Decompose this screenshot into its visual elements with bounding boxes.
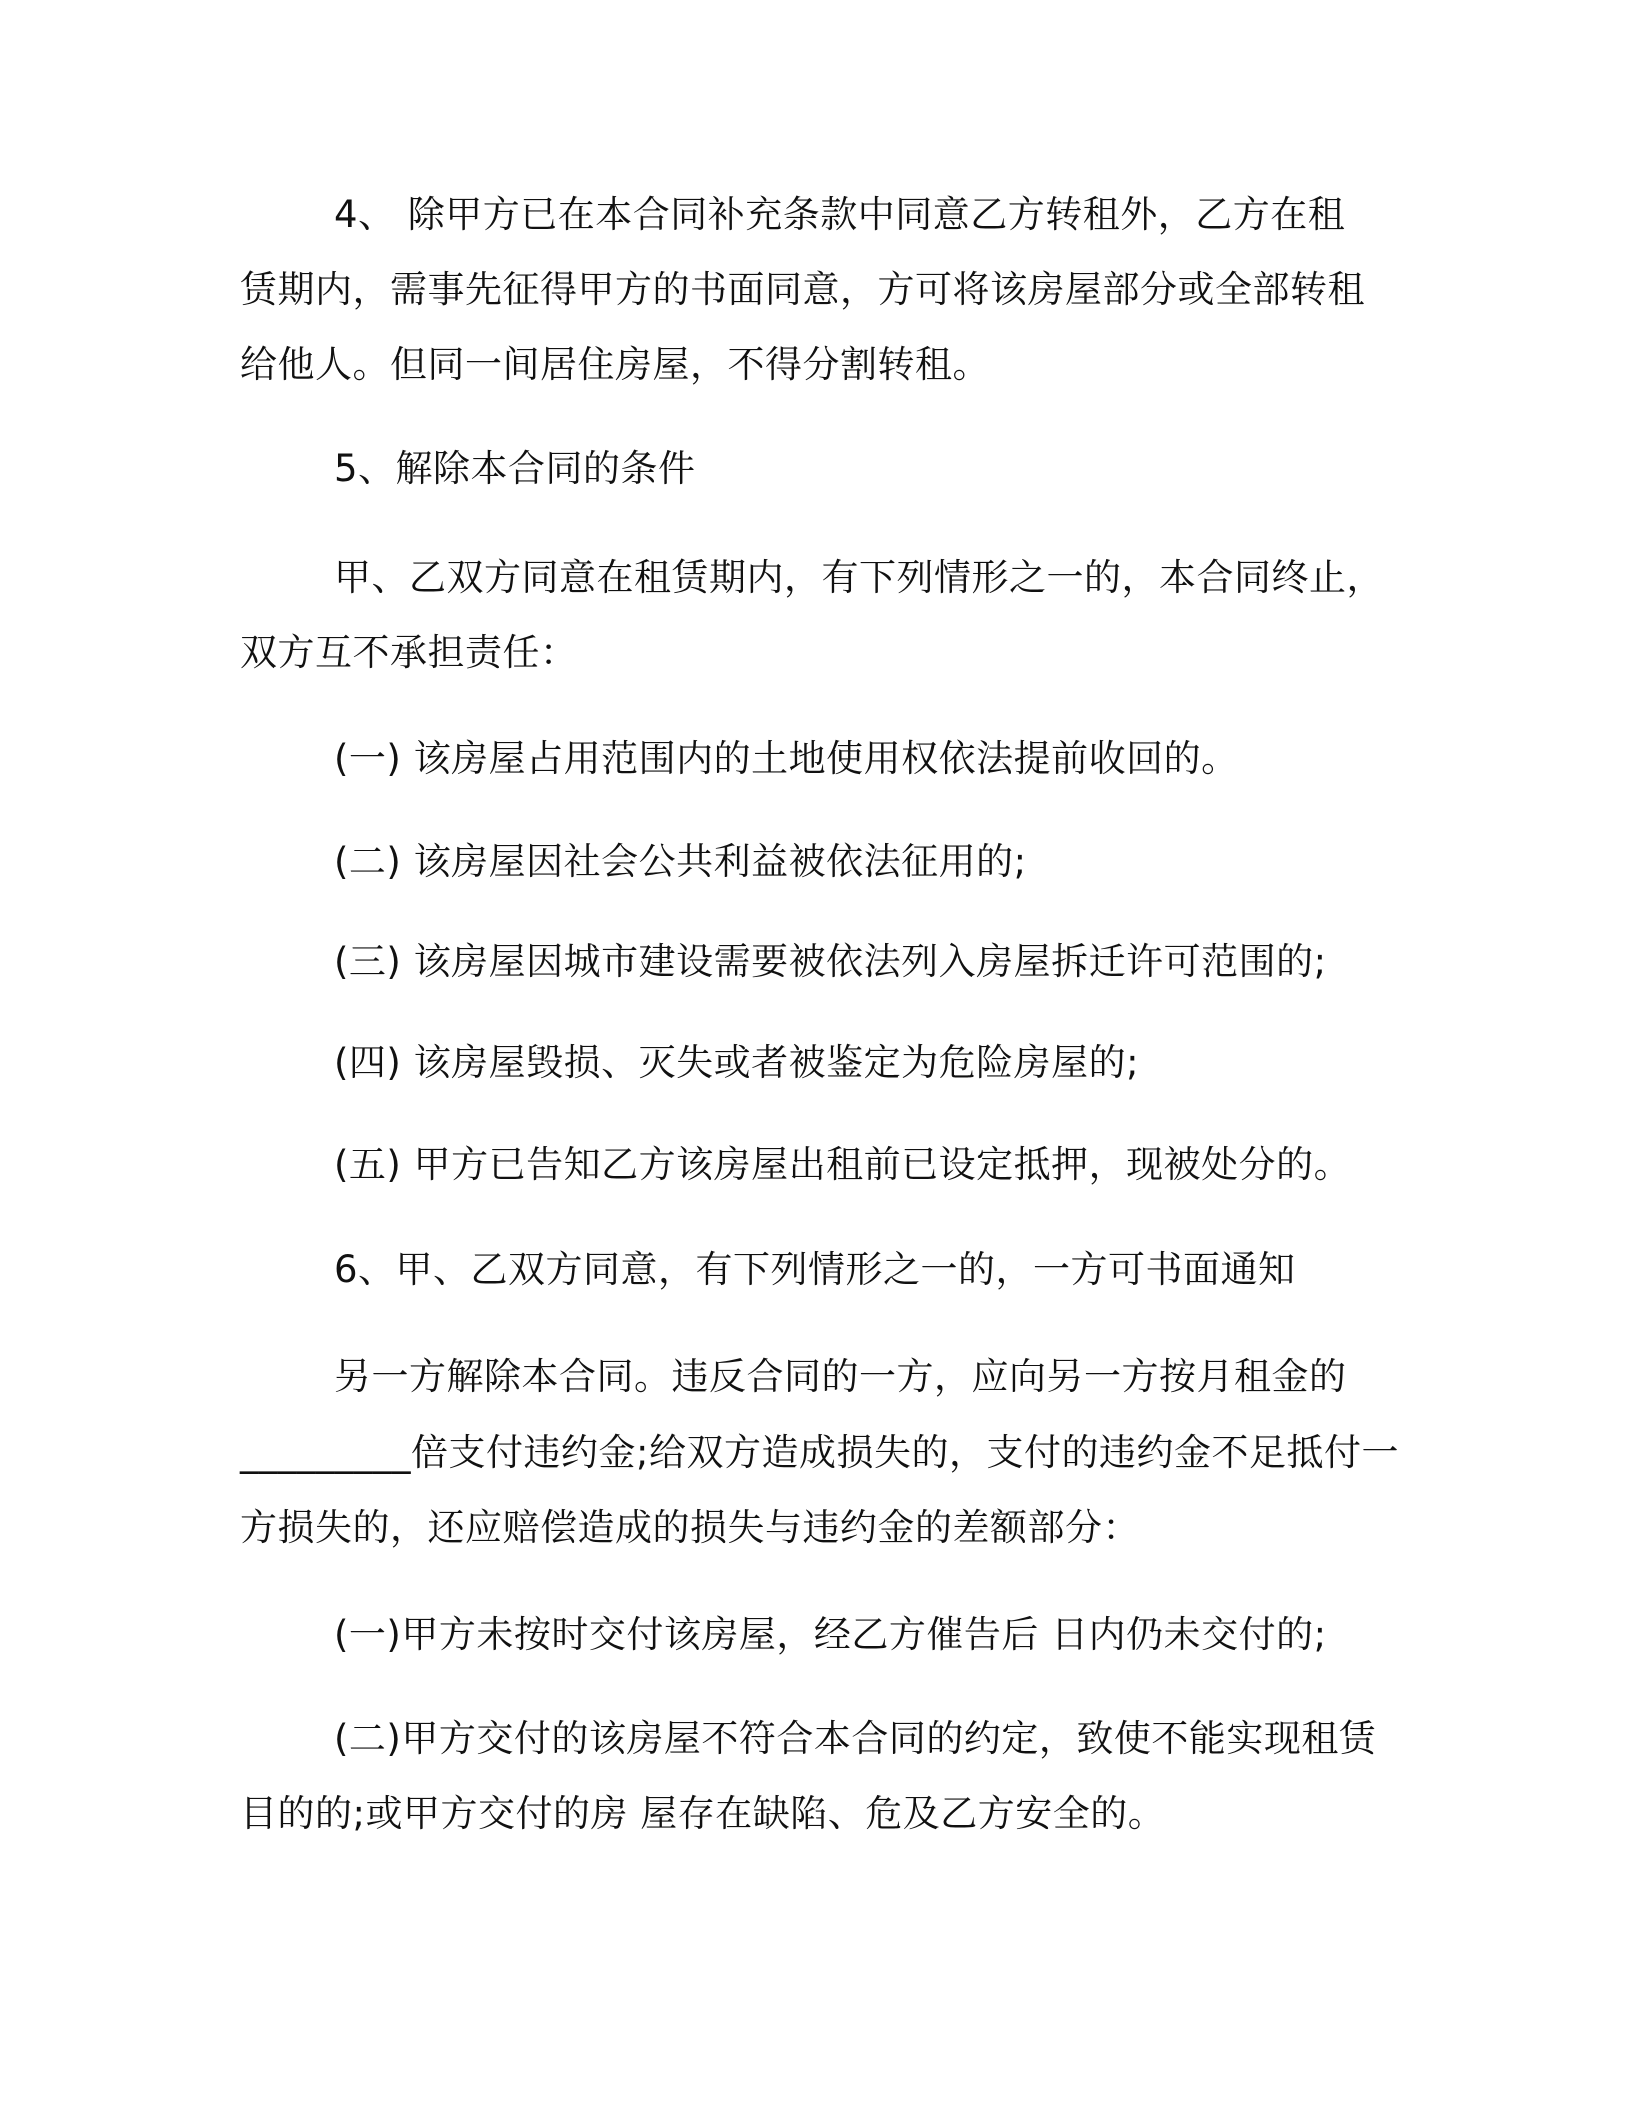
- clause-6-body-line-1: 另一方解除本合同。违反合同的一方，应向另一方按月租金的: [334, 1355, 1347, 1398]
- clause-5-item-5: (五) 甲方已告知乙方该房屋出租前已设定抵押，现被处分的。: [334, 1143, 1352, 1186]
- clause-5-item-3: (三) 该房屋因城市建设需要被依法列入房屋拆迁许可范围的;: [334, 940, 1327, 983]
- clause-4-line-3: 给他人。但同一间居住房屋，不得分割转租。: [240, 343, 990, 386]
- clause-5-item-1: (一) 该房屋占用范围内的土地使用权依法提前收回的。: [334, 737, 1239, 780]
- clause-5-item-2: (二) 该房屋因社会公共利益被依法征用的;: [334, 840, 1027, 883]
- clause-6-heading: 6、甲、乙双方同意，有下列情形之一的，一方可书面通知: [334, 1248, 1296, 1291]
- clause-5-intro-line-2: 双方互不承担责任：: [240, 631, 578, 674]
- clause-5-item-4: (四) 该房屋毁损、灭失或者被鉴定为危险房屋的;: [334, 1041, 1140, 1084]
- clause-6-body-line-2: _________倍支付违约金;给双方造成损失的，支付的违约金不足抵付一: [240, 1431, 1399, 1474]
- clause-6-item-1: (一)甲方未按时交付该房屋，经乙方催告后 日内仍未交付的;: [334, 1613, 1327, 1656]
- clause-4-line-1: 4、 除甲方已在本合同补充条款中同意乙方转租外，乙方在租: [334, 193, 1346, 236]
- clause-5-heading: 5、解除本合同的条件: [334, 447, 696, 490]
- clause-6-body-line-3: 方损失的，还应赔偿造成的损失与违约金的差额部分：: [240, 1506, 1140, 1549]
- clause-6-item-2-line-1: (二)甲方交付的该房屋不符合本合同的约定，致使不能实现租赁: [334, 1717, 1377, 1760]
- clause-4-line-2: 赁期内，需事先征得甲方的书面同意，方可将该房屋部分或全部转租: [240, 268, 1365, 311]
- clause-6-item-2-line-2: 目的的;或甲方交付的房 屋存在缺陷、危及乙方安全的。: [240, 1792, 1166, 1835]
- clause-5-intro-line-1: 甲、乙双方同意在租赁期内，有下列情形之一的，本合同终止，: [334, 556, 1384, 599]
